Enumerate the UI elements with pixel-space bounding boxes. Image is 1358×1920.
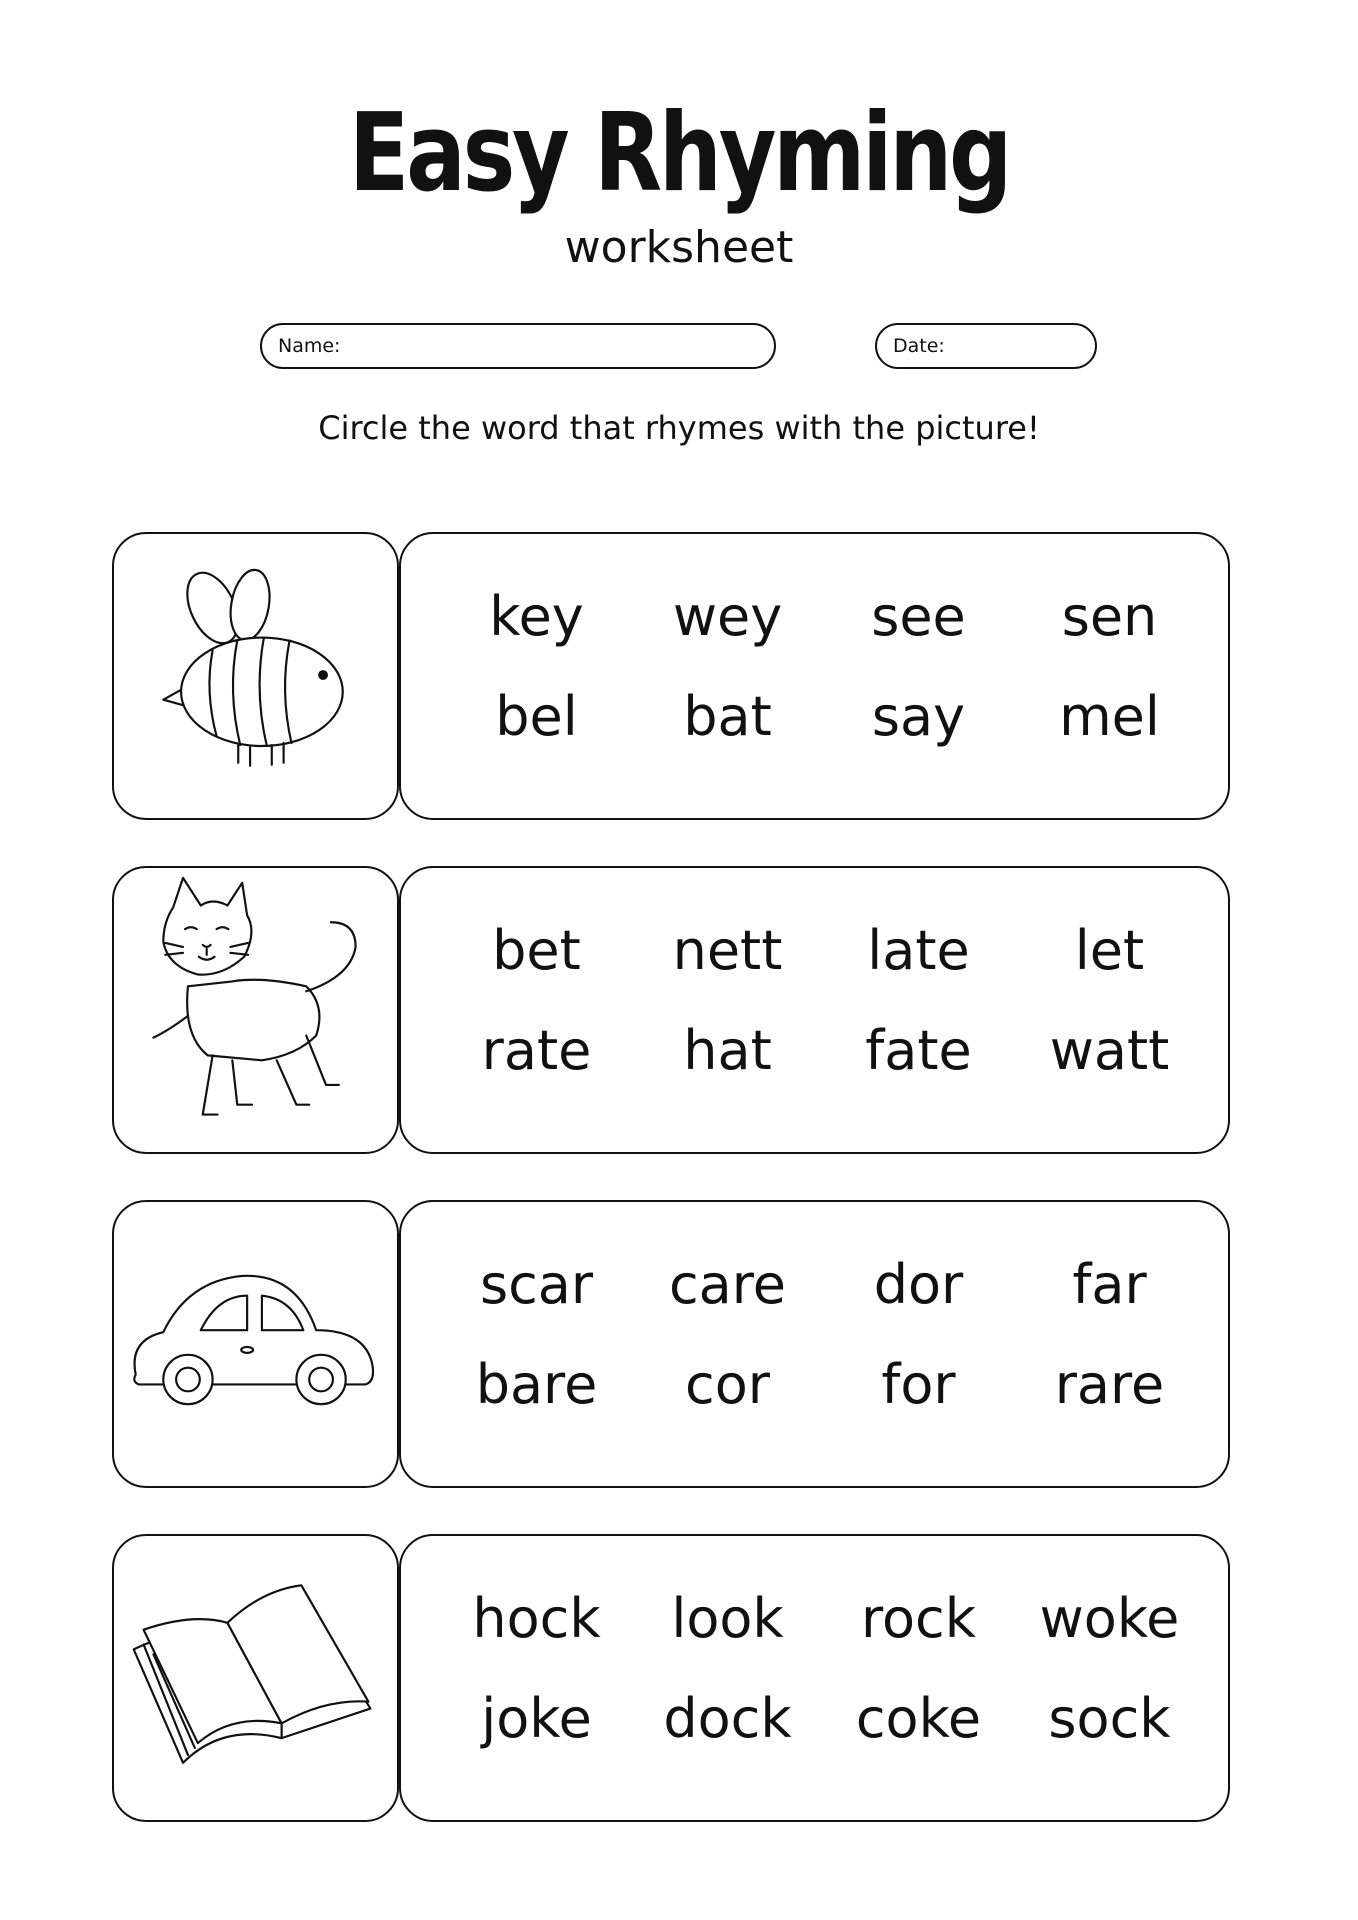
picture-box xyxy=(112,532,399,820)
word-option[interactable]: far xyxy=(1072,1253,1147,1316)
word-option[interactable]: dor xyxy=(873,1253,964,1316)
word-choices xyxy=(399,532,1230,820)
word-option[interactable]: hat xyxy=(683,1019,772,1082)
word-option[interactable]: woke xyxy=(1039,1587,1180,1650)
word-choices xyxy=(399,1534,1230,1822)
word-option[interactable]: dock xyxy=(663,1687,792,1750)
word-option[interactable]: look xyxy=(671,1587,784,1650)
word-option[interactable]: sen xyxy=(1061,585,1158,648)
date-label: Date: xyxy=(893,335,945,357)
word-option[interactable]: for xyxy=(881,1353,956,1416)
date-field[interactable] xyxy=(875,323,1097,369)
word-choices xyxy=(399,1200,1230,1488)
word-option[interactable]: scar xyxy=(479,1253,594,1316)
word-option[interactable]: late xyxy=(867,919,970,982)
word-choices xyxy=(399,866,1230,1154)
cat-icon xyxy=(114,868,397,1152)
word-option[interactable]: let xyxy=(1074,919,1145,982)
word-option[interactable]: hock xyxy=(472,1587,601,1650)
word-option[interactable]: wey xyxy=(672,585,783,648)
word-option[interactable]: bet xyxy=(492,919,581,982)
exercise-row-book xyxy=(112,1534,1230,1822)
picture-box xyxy=(112,866,399,1154)
name-field[interactable] xyxy=(260,323,776,369)
word-option[interactable]: see xyxy=(871,585,966,648)
word-option[interactable]: key xyxy=(489,585,584,648)
word-option[interactable]: rate xyxy=(481,1019,592,1082)
word-option[interactable]: mel xyxy=(1059,685,1160,748)
word-option[interactable]: cor xyxy=(685,1353,770,1416)
page-title: Easy Rhyming xyxy=(348,91,1010,216)
name-label: Name: xyxy=(278,335,341,357)
exercise-row-car xyxy=(112,1200,1230,1488)
word-option[interactable]: rare xyxy=(1054,1353,1165,1416)
bee-icon xyxy=(114,534,397,818)
word-option[interactable]: rock xyxy=(860,1587,976,1650)
book-icon xyxy=(114,1536,397,1820)
word-option[interactable]: joke xyxy=(481,1687,592,1750)
exercise-row-bee xyxy=(112,532,1230,820)
page-subtitle: worksheet xyxy=(564,222,794,273)
word-option[interactable]: bare xyxy=(475,1353,598,1416)
word-option[interactable]: sock xyxy=(1048,1687,1171,1750)
car-icon xyxy=(114,1202,397,1486)
picture-box xyxy=(112,1200,399,1488)
word-option[interactable]: care xyxy=(668,1253,787,1316)
instructions: Circle the word that rhymes with the picture! xyxy=(318,409,1040,447)
word-option[interactable]: coke xyxy=(855,1687,982,1750)
exercise-row-cat xyxy=(112,866,1230,1154)
word-option[interactable]: fate xyxy=(865,1019,972,1082)
word-option[interactable]: nett xyxy=(672,919,783,982)
word-option[interactable]: say xyxy=(871,685,966,748)
picture-box xyxy=(112,1534,399,1822)
word-option[interactable]: bel xyxy=(495,685,578,748)
word-option[interactable]: watt xyxy=(1049,1019,1170,1082)
word-option[interactable]: bat xyxy=(683,685,772,748)
